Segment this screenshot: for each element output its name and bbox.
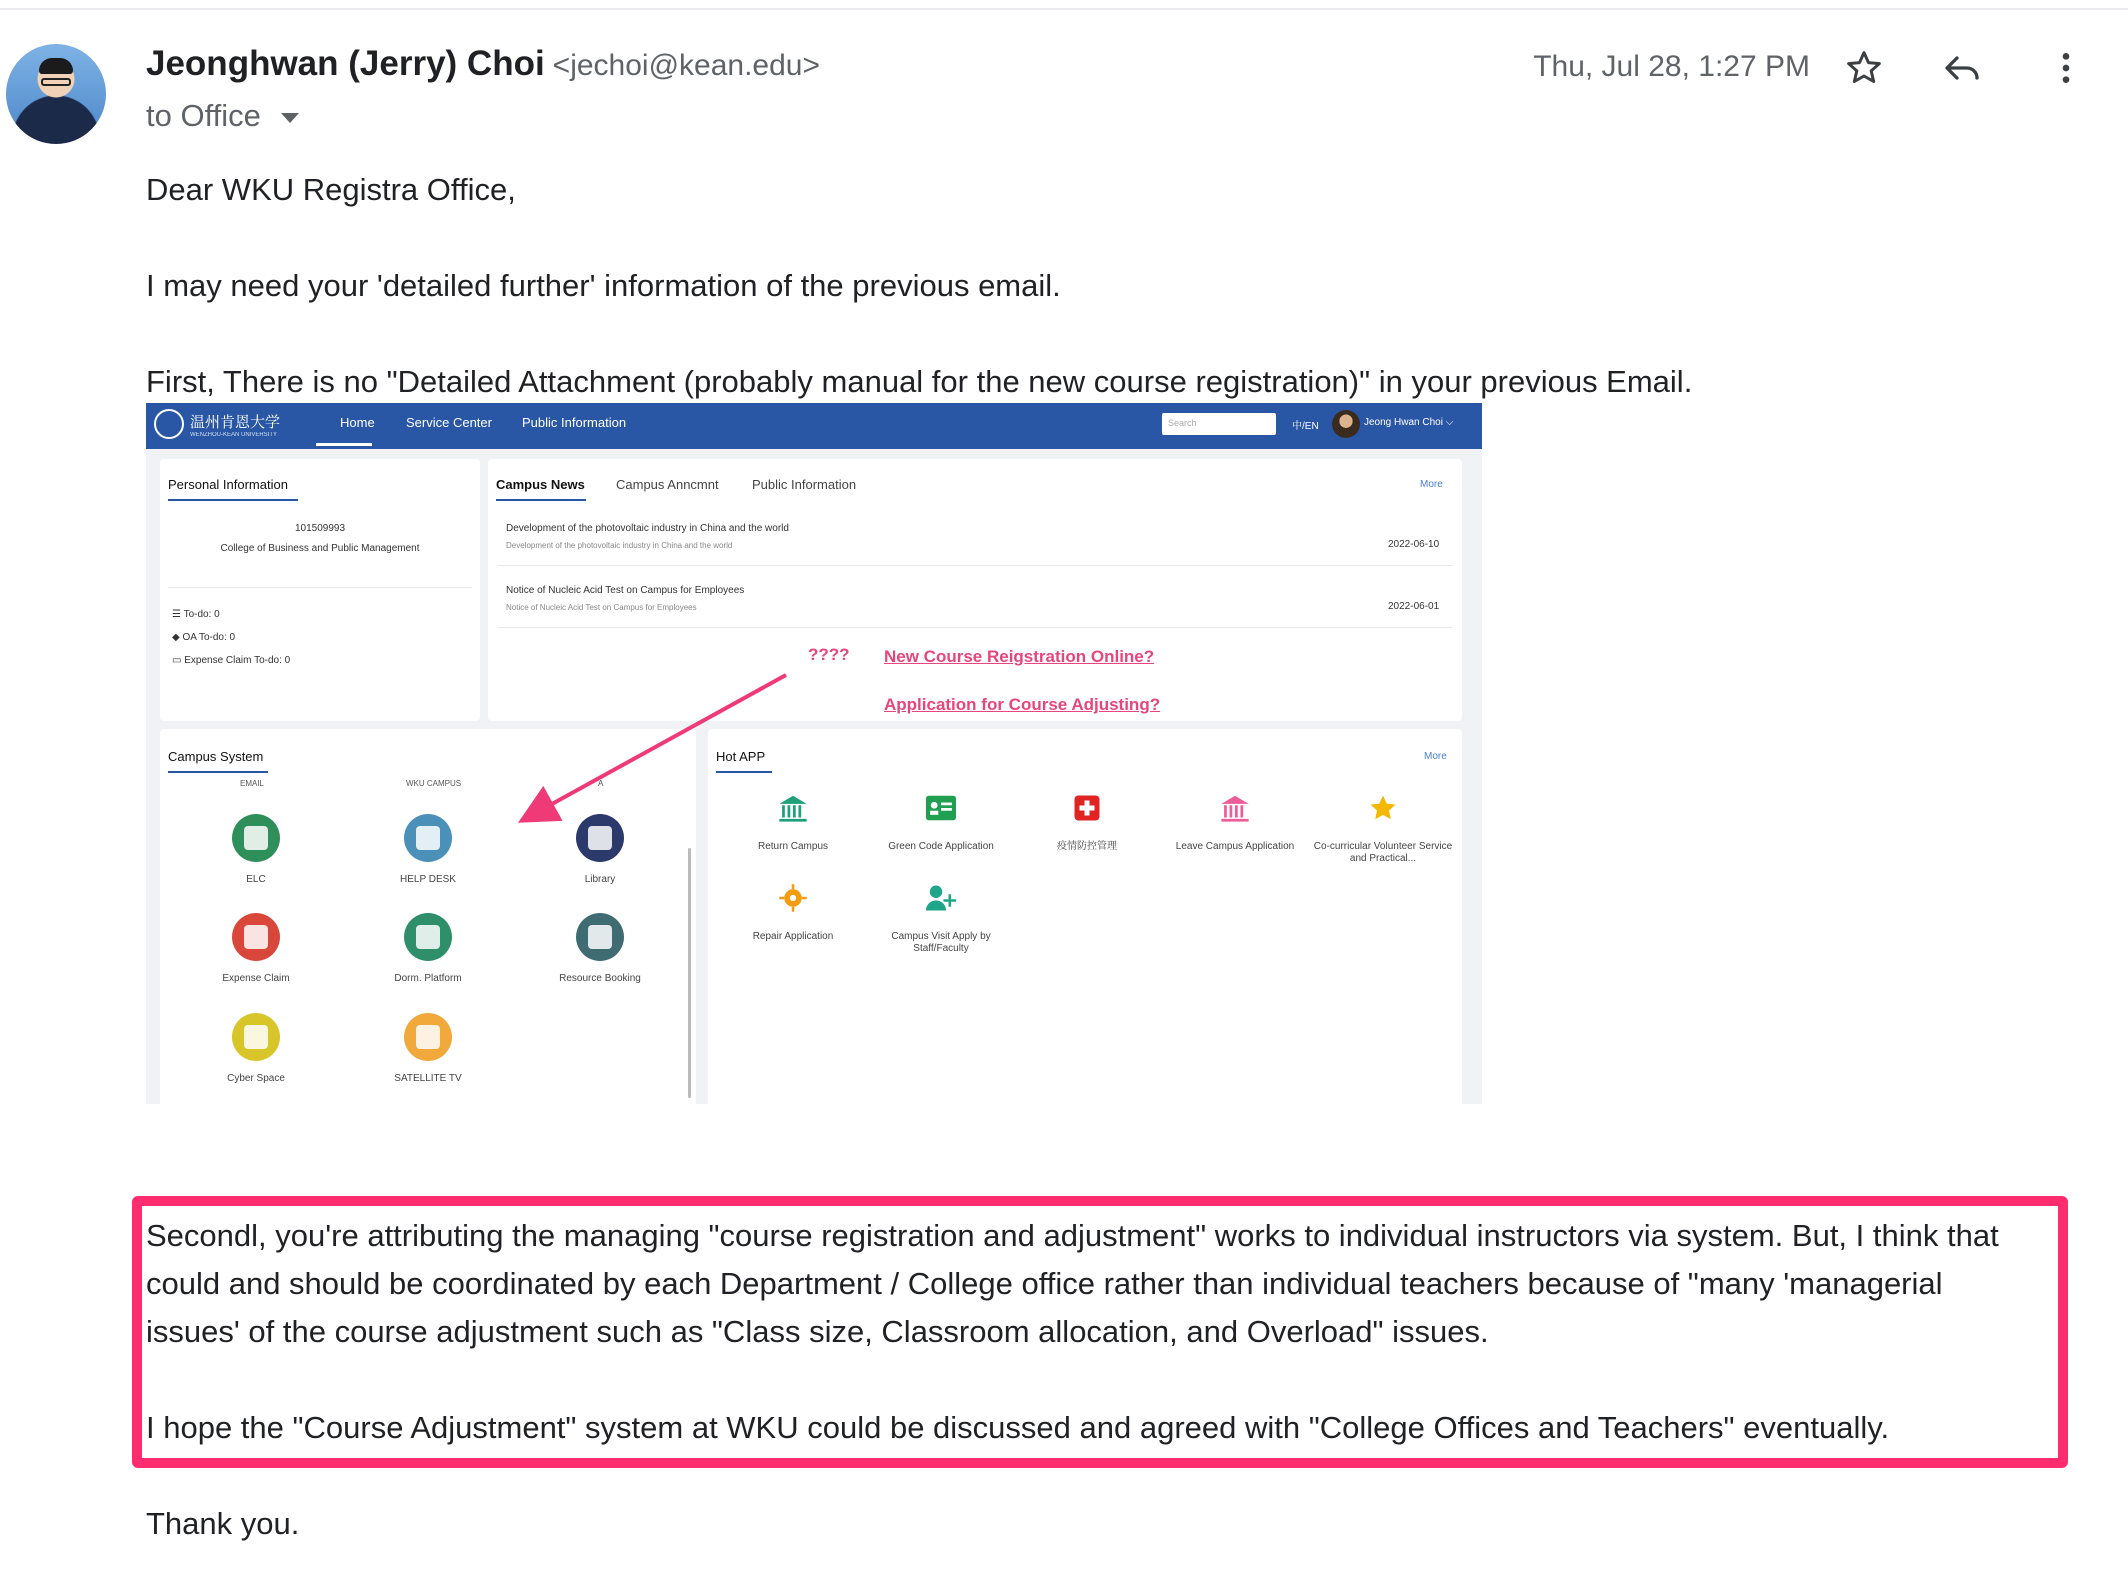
logo-cn: 温州肯恩大学 bbox=[190, 412, 281, 431]
to-label: to Office bbox=[146, 98, 261, 133]
paragraph-3-line-1: Secondl, you're attributing the managing "course registration and adjustment" works to individual instructors via system. But, I think that bbox=[146, 1218, 1999, 1253]
cut-label-email: EMAIL bbox=[240, 779, 265, 788]
embedded-portal-screenshot[interactable] bbox=[146, 403, 1482, 1104]
sender-line bbox=[146, 44, 820, 84]
portal-search: Search bbox=[1162, 413, 1276, 435]
reply-icon bbox=[1942, 48, 1982, 88]
recipients-toggle[interactable] bbox=[146, 98, 299, 134]
greeting: Dear WKU Registra Office, bbox=[146, 172, 516, 207]
more-vert-icon bbox=[2046, 48, 2086, 88]
oa-todo-count: ◆ OA To-do: 0 bbox=[172, 632, 236, 643]
nav-public-information: Public Information bbox=[522, 415, 627, 430]
news-more-link: More bbox=[1420, 479, 1443, 490]
cut-label-a: A bbox=[598, 779, 604, 788]
lang-switch: 中/EN bbox=[1292, 421, 1319, 432]
portal-user-name: Jeong Hwan Choi ⌵ bbox=[1364, 417, 1454, 428]
label-elc: ELC bbox=[246, 874, 266, 885]
paragraph-2: First, There is no "Detailed Attachment (probably manual for the new course registration)" in your previous Email. bbox=[146, 364, 1693, 399]
email-date: Thu, Jul 28, 1:27 PM bbox=[1533, 50, 1810, 83]
label-leave-campus: Leave Campus Application bbox=[1175, 841, 1295, 852]
label-green-code: Green Code Application bbox=[888, 841, 994, 852]
todo-text: To-do: 0 bbox=[183, 609, 220, 620]
tab-public-information: Public Information bbox=[752, 477, 857, 492]
cut-label-wku-campus: WKU CAMPUS bbox=[406, 779, 462, 788]
paragraph-1: I may need your 'detailed further' information of the previous email. bbox=[146, 268, 1061, 303]
hot-app-title: Hot APP bbox=[716, 749, 766, 764]
sender-avatar[interactable] bbox=[6, 44, 106, 144]
label-satellite-tv: SATELLITE TV bbox=[394, 1073, 462, 1084]
todo-count: ☰ To-do: 0 bbox=[172, 609, 220, 620]
label-resource-booking: Resource Booking bbox=[559, 973, 641, 984]
avatar-glasses bbox=[41, 78, 71, 86]
campus-system-title: Campus System bbox=[168, 749, 264, 764]
label-epidemic-control: 疫情防控管理 bbox=[1057, 841, 1117, 852]
label-cyber-space: Cyber Space bbox=[227, 1073, 285, 1084]
paragraph-4: I hope the "Course Adjustment" system at WKU could be discussed and agreed with "College Offices and Teachers" eventually. bbox=[146, 1410, 1890, 1445]
logo-en: WENZHOU-KEAN UNIVERSITY bbox=[190, 431, 278, 438]
college-name: College of Business and Public Management bbox=[220, 543, 420, 554]
sender-name[interactable]: Jeonghwan (Jerry) Choi bbox=[146, 44, 545, 83]
star-button[interactable] bbox=[1838, 42, 1890, 94]
label-return-campus: Return Campus bbox=[757, 841, 829, 852]
chevron-down-icon[interactable] bbox=[281, 113, 299, 123]
nav-service-center: Service Center bbox=[406, 415, 492, 430]
label-volunteer: Co-curricular Volunteer Service and Practical... bbox=[1313, 841, 1453, 864]
annotation-arrow-icon bbox=[146, 403, 1482, 1104]
closing: Thank you. bbox=[146, 1506, 300, 1541]
news-date-2: 2022-06-01 bbox=[1388, 601, 1440, 612]
annotation-course-adjusting: Application for Course Adjusting? bbox=[884, 695, 1161, 714]
tab-campus-news: Campus News bbox=[496, 477, 585, 492]
paragraph-3-line-3: issues' of the course adjustment such as "Class size, Classroom allocation, and Overload" issues. bbox=[146, 1314, 1489, 1349]
label-expense-claim: Expense Claim bbox=[222, 973, 290, 984]
label-repair: Repair Application bbox=[752, 931, 834, 942]
tab-campus-anncmnt: Campus Anncmnt bbox=[616, 477, 719, 492]
news-subtitle-1: Development of the photovoltaic industry in China and the world bbox=[506, 541, 733, 550]
star-icon bbox=[1844, 48, 1884, 88]
label-campus-visit: Campus Visit Apply by Staff/Faculty bbox=[891, 931, 991, 954]
expense-todo-text: Expense Claim To-do: 0 bbox=[184, 655, 291, 666]
oa-todo-text: OA To-do: 0 bbox=[182, 632, 236, 643]
label-library: Library bbox=[584, 874, 616, 885]
expense-todo-count: ▭ Expense Claim To-do: 0 bbox=[172, 655, 291, 666]
avatar-hair bbox=[39, 58, 73, 74]
label-help-desk: HELP DESK bbox=[400, 874, 456, 885]
news-title-1: Development of the photovoltaic industry in China and the world bbox=[506, 523, 789, 534]
annotation-new-course-registration: New Course Reigstration Online? bbox=[884, 647, 1155, 666]
annotation-question-marks: ???? bbox=[808, 645, 850, 664]
top-divider bbox=[0, 8, 2128, 10]
nav-home: Home bbox=[340, 415, 375, 430]
reply-button[interactable] bbox=[1936, 42, 1988, 94]
news-title-2: Notice of Nucleic Acid Test on Campus for Employees bbox=[506, 585, 745, 596]
staff-id: 101509993 bbox=[294, 523, 346, 534]
sender-email: <jechoi@kean.edu> bbox=[552, 49, 820, 82]
personal-info-title: Personal Information bbox=[168, 477, 288, 492]
news-date-1: 2022-06-10 bbox=[1388, 539, 1440, 550]
hot-app-more-link: More bbox=[1424, 751, 1447, 762]
news-subtitle-2: Notice of Nucleic Acid Test on Campus for Employees bbox=[506, 603, 697, 612]
more-options-button[interactable] bbox=[2040, 42, 2092, 94]
paragraph-3-line-2: could and should be coordinated by each Department / College office rather than individual teachers because of "many 'managerial bbox=[146, 1266, 1943, 1301]
label-dorm-platform: Dorm. Platform bbox=[394, 973, 462, 984]
